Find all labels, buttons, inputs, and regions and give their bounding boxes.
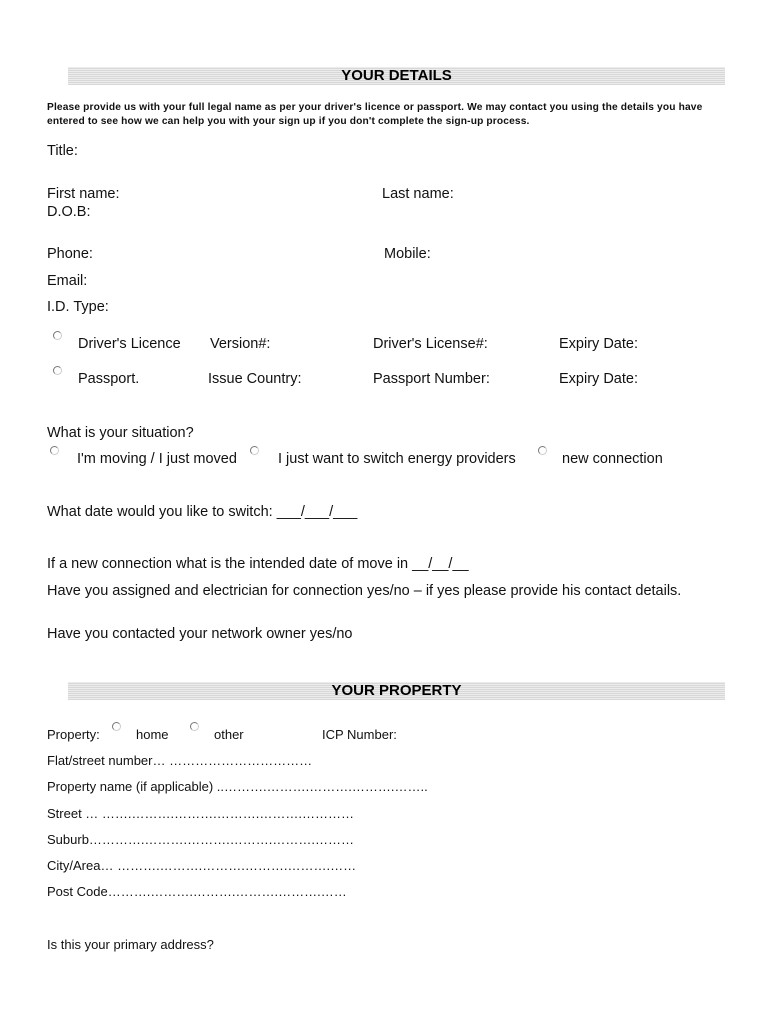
other-radio[interactable] <box>190 722 199 731</box>
your-details-heading: YOUR DETAILS <box>68 67 725 85</box>
first-name-label: First name: <box>47 186 120 202</box>
electrician-question: Have you assigned and electrician for connection yes/no – if yes please provide his contact details. <box>47 583 682 599</box>
licence-number-label: Driver's License#: <box>373 336 488 352</box>
primary-address-question: Is this your primary address? <box>47 937 214 952</box>
title-label: Title: <box>47 143 78 159</box>
licence-version-label: Version#: <box>210 336 271 352</box>
property-label: Property: <box>47 727 100 742</box>
network-owner-question: Have you contacted your network owner yes/no <box>47 626 353 642</box>
home-radio[interactable] <box>112 722 121 731</box>
switch-date-question: What date would you like to switch: ___/___/___ <box>47 504 358 520</box>
passport-number-label: Passport Number: <box>373 371 490 387</box>
licence-expiry-label: Expiry Date: <box>559 336 638 352</box>
street-field[interactable]: Street … …….……….……….……….……….………… <box>47 806 354 821</box>
moving-option-label: I'm moving / I just moved <box>77 451 237 467</box>
new-connection-date-question: If a new connection what is the intended date of move in __/__/__ <box>47 556 469 572</box>
home-option-label: home <box>136 727 169 742</box>
passport-radio[interactable] <box>53 366 62 375</box>
intro-text: Please provide us with your full legal name as per your driver's licence or passport. We may contact you using the details you have entered to see how we can help you with your sign up if you don't complete the sign-up process. <box>47 102 703 127</box>
other-option-label: other <box>214 727 244 742</box>
email-label: Email: <box>47 273 88 289</box>
licence-option-label: Driver's Licence <box>78 336 181 352</box>
your-property-heading: YOUR PROPERTY <box>68 682 725 700</box>
post-code-field[interactable]: Post Code……….……….……….……….……….…… <box>47 884 347 899</box>
passport-option-label: Passport. <box>78 371 140 387</box>
switch-radio[interactable] <box>250 446 259 455</box>
city-area-field[interactable]: City/Area… ……….……….……….……….……….…… <box>47 858 357 873</box>
dob-label: D.O.B: <box>47 204 91 220</box>
flat-street-field[interactable]: Flat/street number… …………………………… <box>47 753 313 768</box>
phone-label: Phone: <box>47 246 93 262</box>
switch-option-label: I just want to switch energy providers <box>278 451 516 467</box>
passport-country-label: Issue Country: <box>208 371 302 387</box>
new-connection-radio[interactable] <box>538 446 547 455</box>
new-connection-option-label: new connection <box>562 451 663 467</box>
moving-radio[interactable] <box>50 446 59 455</box>
property-name-field[interactable]: Property name (if applicable) ..……….……….……….……….…….. <box>47 779 428 794</box>
last-name-label: Last name: <box>382 186 454 202</box>
situation-label: What is your situation? <box>47 425 194 441</box>
suburb-field[interactable]: Suburb………….……….……….……….……….……… <box>47 832 354 847</box>
mobile-label: Mobile: <box>384 246 431 262</box>
id-type-label: I.D. Type: <box>47 299 109 315</box>
licence-radio[interactable] <box>53 331 62 340</box>
icp-number-label: ICP Number: <box>322 727 397 742</box>
passport-expiry-label: Expiry Date: <box>559 371 638 387</box>
